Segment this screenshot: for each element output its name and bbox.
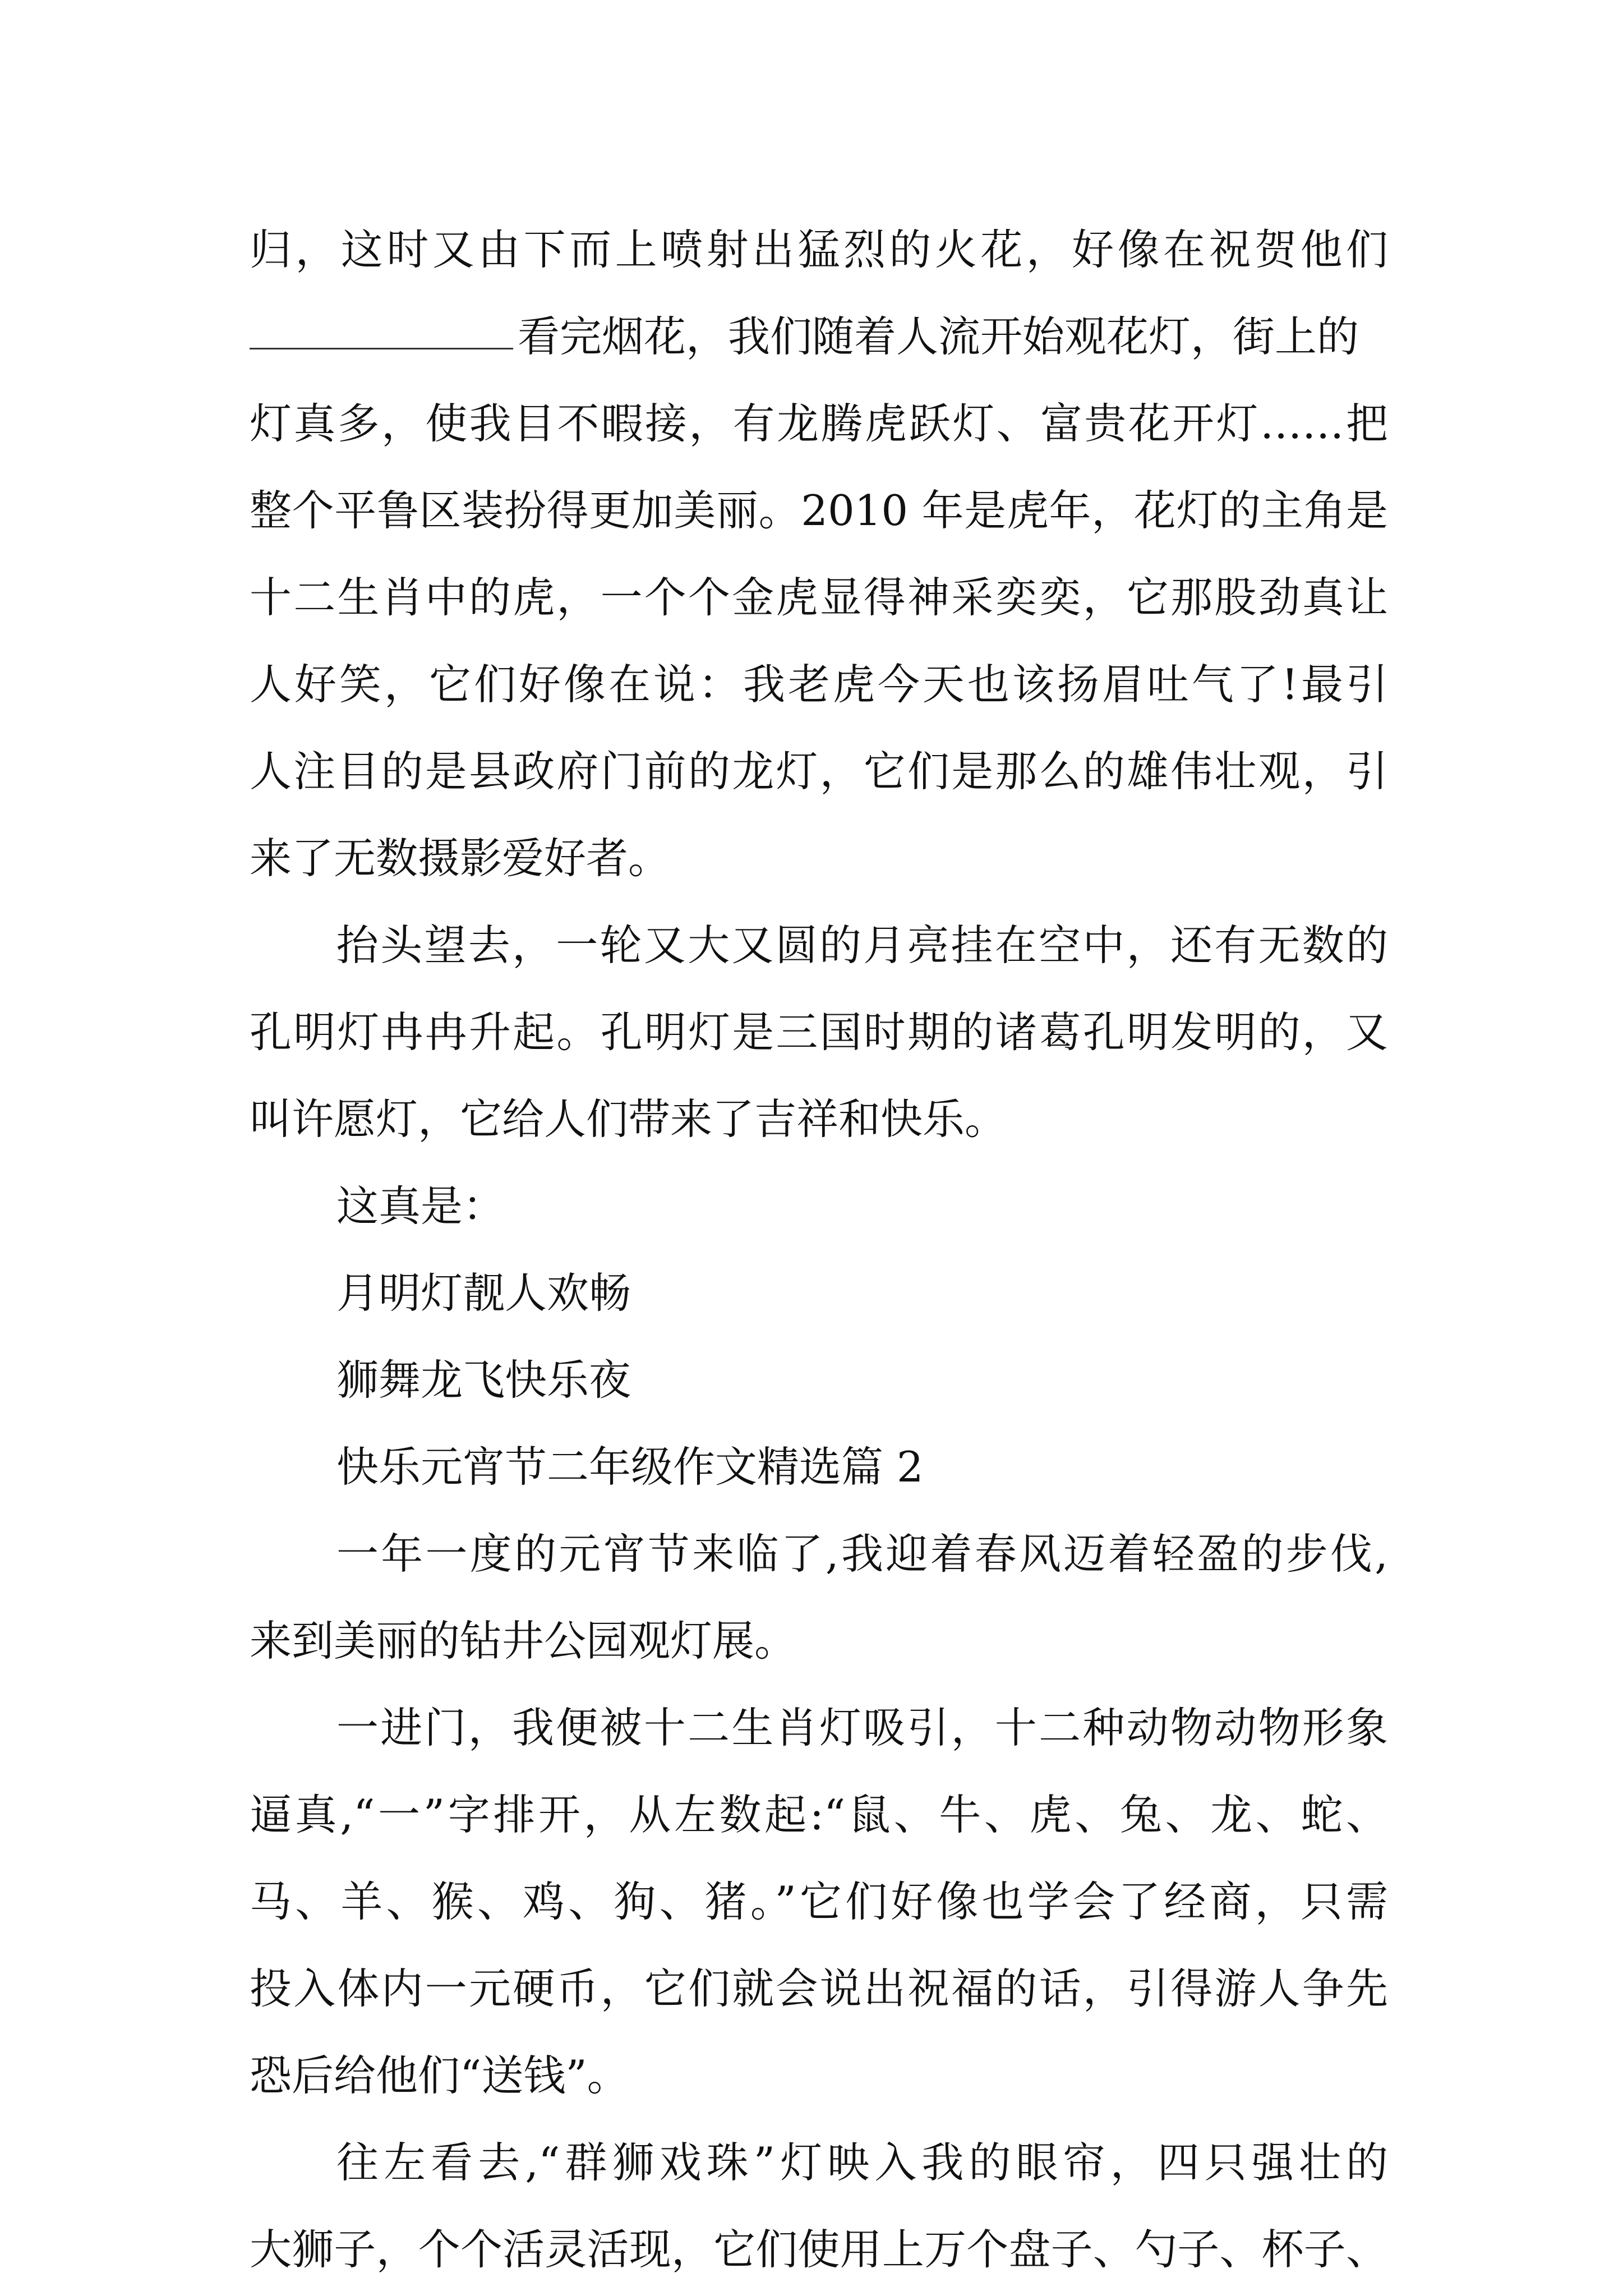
text-line: 整个平鲁区装扮得更加美丽。2010 年是虎年，花灯的主角是 [250, 486, 1388, 535]
text-line: 一进门，我便被十二生肖灯吸引，十二种动物动物形象 [336, 1703, 1388, 1752]
text-line: 投入体内一元硬币，它们就会说出祝福的话，引得游人争先 [250, 1964, 1388, 2013]
text-line: 叫许愿灯，它给人们带来了吉祥和快乐。 [250, 1094, 1007, 1144]
fill-in-blank [250, 309, 513, 349]
text-line: 狮舞龙飞快乐夜 [336, 1355, 631, 1405]
text-line: 月明灯靓人欢畅 [336, 1268, 631, 1318]
text-line: 这真是： [336, 1181, 505, 1231]
text-line: 大狮子，个个活灵活现，它们使用上万个盘子、勺子、杯子、 [250, 2225, 1388, 2274]
text-line: 来到美丽的钻井公园观灯展。 [250, 1616, 797, 1665]
text-line: 来了无数摄影爱好者。 [250, 834, 671, 883]
text-line: 十二生肖中的虎，一个个金虎显得神采奕奕，它那股劲真让 [250, 573, 1388, 622]
text-line: 恐后给他们“送钱”。 [250, 2051, 629, 2100]
text-line: 人好笑，它们好像在说：我老虎今天也该扬眉吐气了!最引 [250, 660, 1388, 709]
text-line: 逼真,“一”字排开，从左数起:“鼠、牛、虎、兔、龙、蛇、 [250, 1790, 1388, 1839]
text-line: 往左看去,“群狮戏珠”灯映入我的眼帘，四只强壮的 [336, 2138, 1388, 2187]
text-line-with-blank [250, 309, 1388, 365]
text-line: 孔明灯冉冉升起。孔明灯是三国时期的诸葛孔明发明的，又 [250, 1007, 1388, 1057]
text-line: 人注目的是县政府门前的龙灯，它们是那么的雄伟壮观，引 [250, 747, 1388, 796]
text-line: 一年一度的元宵节来临了,我迎着春风迈着轻盈的步伐, [336, 1529, 1388, 1579]
text-line: 灯真多，使我目不暇接，有龙腾虎跃灯、富贵花开灯……把 [250, 399, 1388, 448]
section-heading: 快乐元宵节二年级作文精选篇 2 [336, 1442, 924, 1492]
text-line: 抬头望去，一轮又大又圆的月亮挂在空中，还有无数的 [336, 921, 1388, 970]
text-line: 马、羊、猴、鸡、狗、猪。”它们好像也学会了经商，只需 [250, 1877, 1388, 1926]
text-line: 看完烟花，我们随着人流开始观花灯，街上的 [518, 312, 1359, 361]
text-line: 归，这时又由下而上喷射出猛烈的火花，好像在祝贺他们 [250, 225, 1388, 274]
